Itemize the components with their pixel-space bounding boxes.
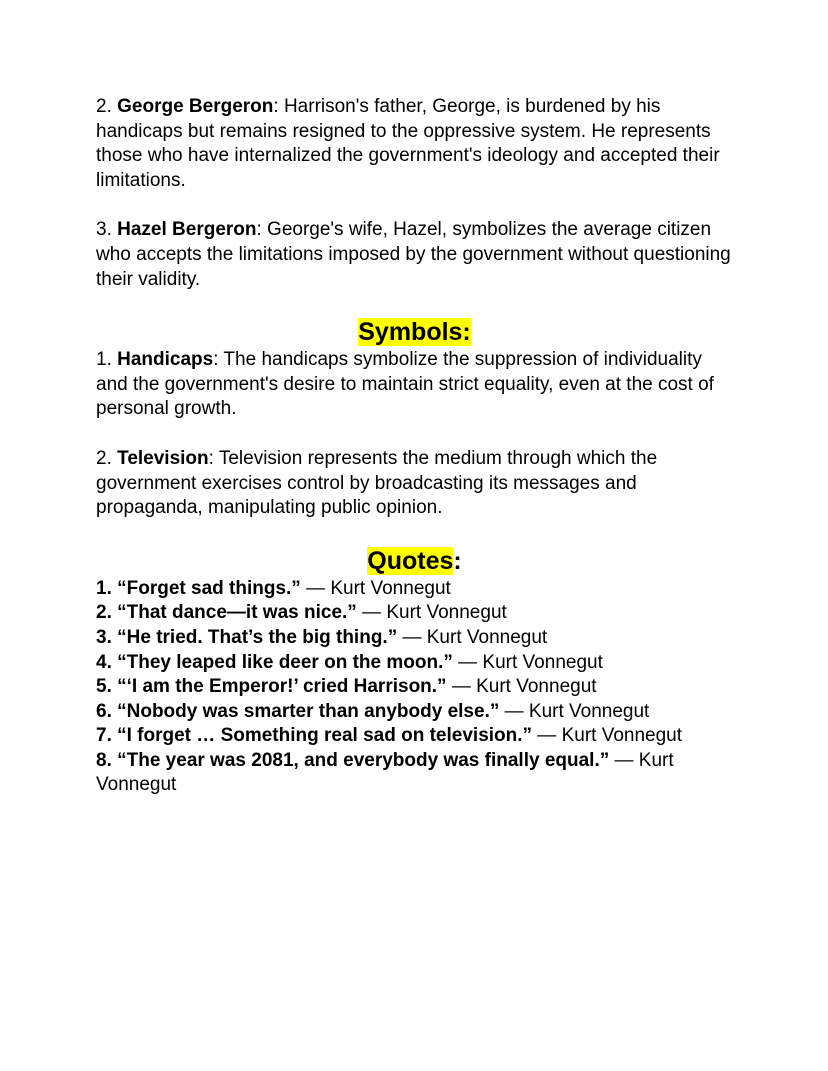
text-run: 8. “The year was 2081, and everybody was finally equal.” [96, 749, 610, 771]
paragraph [96, 447, 733, 521]
text-run: 4. “They leaped like deer on the moon.” [96, 651, 453, 673]
document-content [96, 95, 733, 798]
text-run: 1. “Forget sad things.” [96, 577, 301, 599]
paragraph [96, 348, 733, 422]
text-run: 3. [96, 219, 118, 241]
quote-line [96, 749, 733, 798]
text-run: : George's wife, Hazel, symbolizes the average citizen who accepts the limitations imposed by the government without questioning their validity. [96, 219, 731, 290]
text-run: — Kurt Vonnegut [300, 577, 451, 599]
text-run: — Kurt Vonnegut [96, 749, 674, 796]
text-run: 1. [96, 349, 118, 371]
text-run: 2. “That dance—it was nice.” [96, 602, 357, 624]
text-run: : [453, 546, 462, 575]
text-run: — Kurt Vonnegut [452, 651, 603, 673]
paragraph [96, 95, 733, 193]
section-heading [96, 317, 733, 348]
text-run: 7. “I forget … Something real sad on television.” [96, 725, 533, 747]
quote-line [96, 724, 733, 749]
text-run: 6. “Nobody was smarter than anybody else.” [96, 700, 500, 722]
text-run: : Television represents the medium through which the government exercises control by broadcasting its messages and propaganda, manipulating public opinion. [96, 447, 658, 519]
text-run: Hazel Bergeron [117, 219, 257, 241]
highlighted-text: Quotes [367, 546, 454, 575]
text-run: — Kurt Vonnegut [356, 602, 507, 624]
text-run: 2. [96, 96, 118, 117]
text-run: Handicaps [117, 349, 214, 371]
text-run: 3. “He tried. That’s the big thing.” [96, 626, 398, 648]
text-run: — Kurt Vonnegut [532, 725, 683, 747]
quote-line [96, 675, 733, 700]
paragraph [96, 218, 733, 292]
text-run: — Kurt Vonnegut [446, 676, 597, 698]
quote-line [96, 700, 733, 725]
text-run: 2. [96, 447, 118, 469]
quote-line [96, 626, 733, 651]
highlighted-text: Symbols: [358, 318, 471, 347]
quote-line [96, 601, 733, 626]
text-run: 5. “‘I am the Emperor!’ cried Harrison.” [96, 676, 447, 698]
section-heading [96, 546, 733, 577]
text-run: — Kurt Vonnegut [397, 626, 548, 648]
text-run: : Harrison's father, George, is burdened by his handicaps but remains resigned to the oppressive system. He represents those who have internalized the government's ideology and accepted their limitations. [96, 96, 720, 191]
quote-line [96, 577, 733, 602]
text-run: — Kurt Vonnegut [499, 700, 650, 722]
quote-line [96, 651, 733, 676]
text-run: George Bergeron [117, 96, 274, 117]
text-run: : The handicaps symbolize the suppression of individuality and the government's desire to maintain strict equality, even at the cost of personal growth. [96, 349, 714, 420]
text-run: Television [117, 447, 209, 469]
